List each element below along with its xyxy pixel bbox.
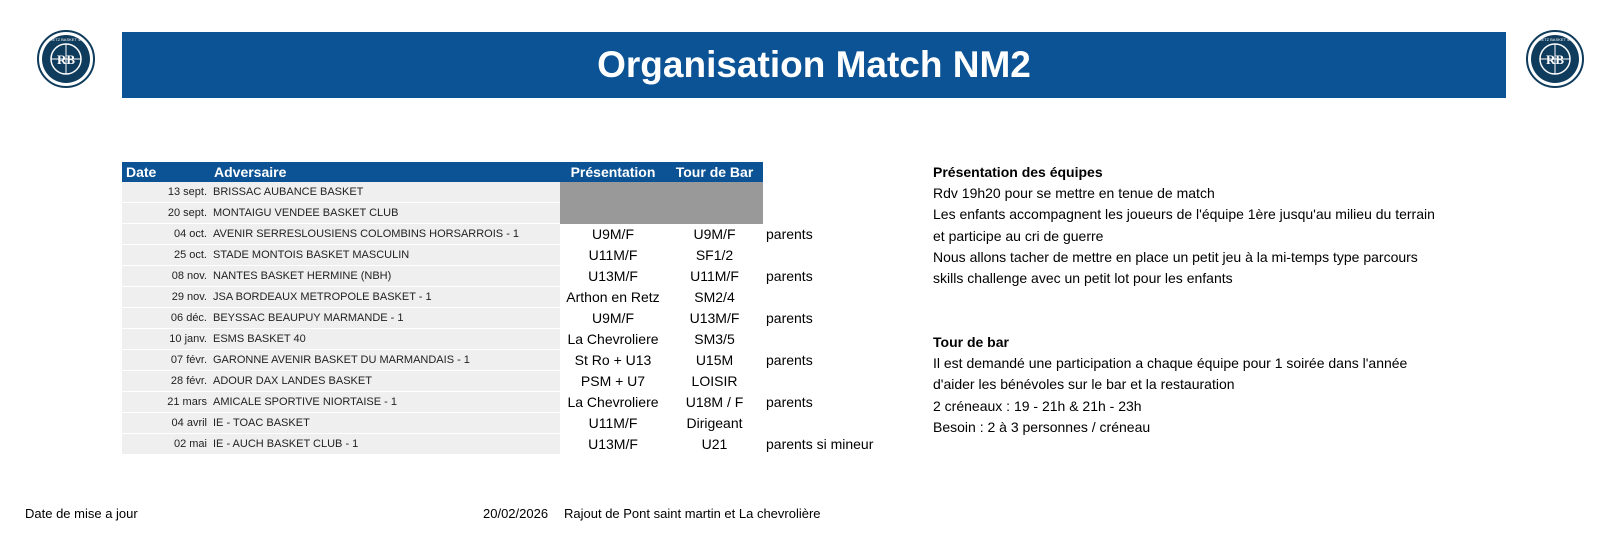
- table-row: [122, 203, 882, 224]
- match-date: 08 nov.: [122, 266, 210, 287]
- match-opponent: IE - AUCH BASKET CLUB - 1: [210, 434, 560, 455]
- match-opponent: JSA BORDEAUX METROPOLE BASKET - 1: [210, 287, 560, 308]
- table-row: [122, 266, 882, 287]
- logo-text: RETZ BASKET 44: [49, 37, 83, 42]
- match-bar-team: U13M/F: [689, 310, 740, 326]
- page-title: Organisation Match NM2: [597, 44, 1031, 85]
- update-date: 20/02/2026: [483, 506, 549, 521]
- table-row: [122, 182, 882, 203]
- column-header-bar: Tour de Bar: [666, 162, 763, 182]
- match-note: parents: [766, 268, 813, 284]
- club-logo-left: [37, 30, 95, 88]
- match-opponent: AMICALE SPORTIVE NIORTAISE - 1: [210, 392, 560, 413]
- match-date: 06 déc.: [122, 308, 210, 329]
- match-presentation: PSM + U7: [580, 373, 646, 389]
- match-presentation: St Ro + U13: [574, 352, 652, 368]
- match-date: 29 nov.: [122, 287, 210, 308]
- match-bar-team: Dirigeant: [686, 415, 743, 431]
- table-row: [122, 329, 882, 350]
- table-header-row: [122, 162, 882, 182]
- table-row: [122, 308, 882, 329]
- match-presentation: [560, 182, 666, 203]
- bar-heading: Tour de bar: [933, 334, 1009, 350]
- match-opponent: STADE MONTOIS BASKET MASCULIN: [210, 245, 560, 266]
- presentation-line: et participe au cri de guerre: [933, 227, 1104, 244]
- match-date: 02 mai: [122, 434, 210, 455]
- match-note: parents: [766, 226, 813, 242]
- match-presentation: U13M/F: [588, 436, 638, 452]
- match-note: [763, 413, 882, 434]
- table-row: [122, 434, 882, 455]
- update-note: Rajout de Pont saint martin et La chevrolière: [564, 506, 821, 521]
- bar-line: Il est demandé une participation a chaque équipe pour 1 soirée dans l'année: [933, 355, 1408, 372]
- match-date: 25 oct.: [122, 245, 210, 266]
- table-row: [122, 371, 882, 392]
- presentation-line: Les enfants accompagnent les joueurs de l'équipe 1ère jusqu'au milieu du terrain: [933, 206, 1435, 223]
- table-row: [122, 287, 882, 308]
- match-opponent: NANTES BASKET HERMINE (NBH): [210, 266, 560, 287]
- match-bar-team: SM3/5: [694, 331, 735, 347]
- match-bar-team: U15M: [695, 352, 734, 368]
- table-row: [122, 224, 882, 245]
- match-schedule-table: [122, 162, 882, 455]
- match-note: [763, 245, 882, 266]
- bar-line: d'aider les bénévoles sur le bar et la restauration: [933, 376, 1235, 393]
- match-presentation: Arthon en Retz: [566, 289, 660, 305]
- title-banner: [122, 32, 1506, 98]
- match-note: parents: [766, 394, 813, 410]
- match-note: [763, 203, 882, 224]
- presentation-heading: Présentation des équipes: [933, 164, 1103, 180]
- match-presentation: [560, 203, 666, 224]
- match-bar-team: [666, 182, 763, 203]
- match-opponent: ESMS BASKET 40: [210, 329, 560, 350]
- match-bar-team: [666, 203, 763, 224]
- match-opponent: AVENIR SERRESLOUSIENS COLOMBINS HORSARROIS - 1: [210, 224, 560, 245]
- column-header-blank: [763, 162, 882, 182]
- logo-text: RETZ BASKET 44: [1538, 37, 1572, 42]
- match-date: 07 févr.: [122, 350, 210, 371]
- presentation-line: Rdv 19h20 pour se mettre en tenue de match: [933, 185, 1215, 202]
- table-row: [122, 392, 882, 413]
- match-presentation: U13M/F: [588, 268, 638, 284]
- match-opponent: BEYSSAC BEAUPUY MARMANDE - 1: [210, 308, 560, 329]
- match-note: parents: [766, 310, 813, 326]
- presentation-info: [933, 162, 1435, 289]
- match-bar-team: U11M/F: [690, 268, 739, 284]
- match-bar-team: U21: [701, 436, 728, 452]
- match-note: [763, 371, 882, 392]
- table-row: [122, 413, 882, 434]
- match-date: 21 mars: [122, 392, 210, 413]
- logo-monogram: RB: [56, 52, 76, 67]
- update-label: Date de mise a jour: [25, 506, 138, 521]
- club-logo-right: [1526, 30, 1584, 88]
- logo-monogram: RB: [1545, 52, 1565, 67]
- match-date: 10 janv.: [122, 329, 210, 350]
- match-presentation: La Chevroliere: [567, 394, 659, 410]
- match-bar-team: U9M/F: [693, 226, 736, 242]
- match-bar-team: U18M / F: [685, 394, 744, 410]
- match-presentation: La Chevroliere: [567, 331, 659, 347]
- match-date: 13 sept.: [122, 182, 210, 203]
- match-opponent: IE - TOAC BASKET: [210, 413, 560, 434]
- column-header-date: Date: [122, 162, 210, 182]
- match-date: 28 févr.: [122, 371, 210, 392]
- match-note: parents: [766, 352, 813, 368]
- match-date: 20 sept.: [122, 203, 210, 224]
- presentation-line: skills challenge avec un petit lot pour les enfants: [933, 270, 1233, 287]
- bar-info: [933, 332, 1407, 438]
- column-header-opponent: Adversaire: [210, 162, 560, 182]
- presentation-line: Nous allons tacher de mettre en place un petit jeu à la mi-temps type parcours: [933, 248, 1418, 265]
- match-presentation: U11M/F: [588, 247, 638, 263]
- match-bar-team: SF1/2: [695, 247, 734, 263]
- match-note: [763, 329, 882, 350]
- column-header-presentation: Présentation: [560, 162, 666, 182]
- match-date: 04 oct.: [122, 224, 210, 245]
- match-bar-team: LOISIR: [691, 373, 738, 389]
- match-presentation: U11M/F: [588, 415, 638, 431]
- table-row: [122, 245, 882, 266]
- match-note: parents si mineur: [766, 436, 874, 452]
- match-opponent: BRISSAC AUBANCE BASKET: [210, 182, 560, 203]
- match-note: [763, 287, 882, 308]
- match-opponent: MONTAIGU VENDEE BASKET CLUB: [210, 203, 560, 224]
- table-row: [122, 350, 882, 371]
- match-presentation: U9M/F: [592, 310, 634, 326]
- bar-line: Besoin : 2 à 3 personnes / créneau: [933, 418, 1151, 435]
- match-opponent: ADOUR DAX LANDES BASKET: [210, 371, 560, 392]
- match-note: [763, 182, 882, 203]
- match-bar-team: SM2/4: [694, 289, 735, 305]
- match-date: 04 avril: [122, 413, 210, 434]
- match-opponent: GARONNE AVENIR BASKET DU MARMANDAIS - 1: [210, 350, 560, 371]
- match-presentation: U9M/F: [592, 226, 634, 242]
- bar-line: 2 créneaux : 19 - 21h & 21h - 23h: [933, 397, 1142, 414]
